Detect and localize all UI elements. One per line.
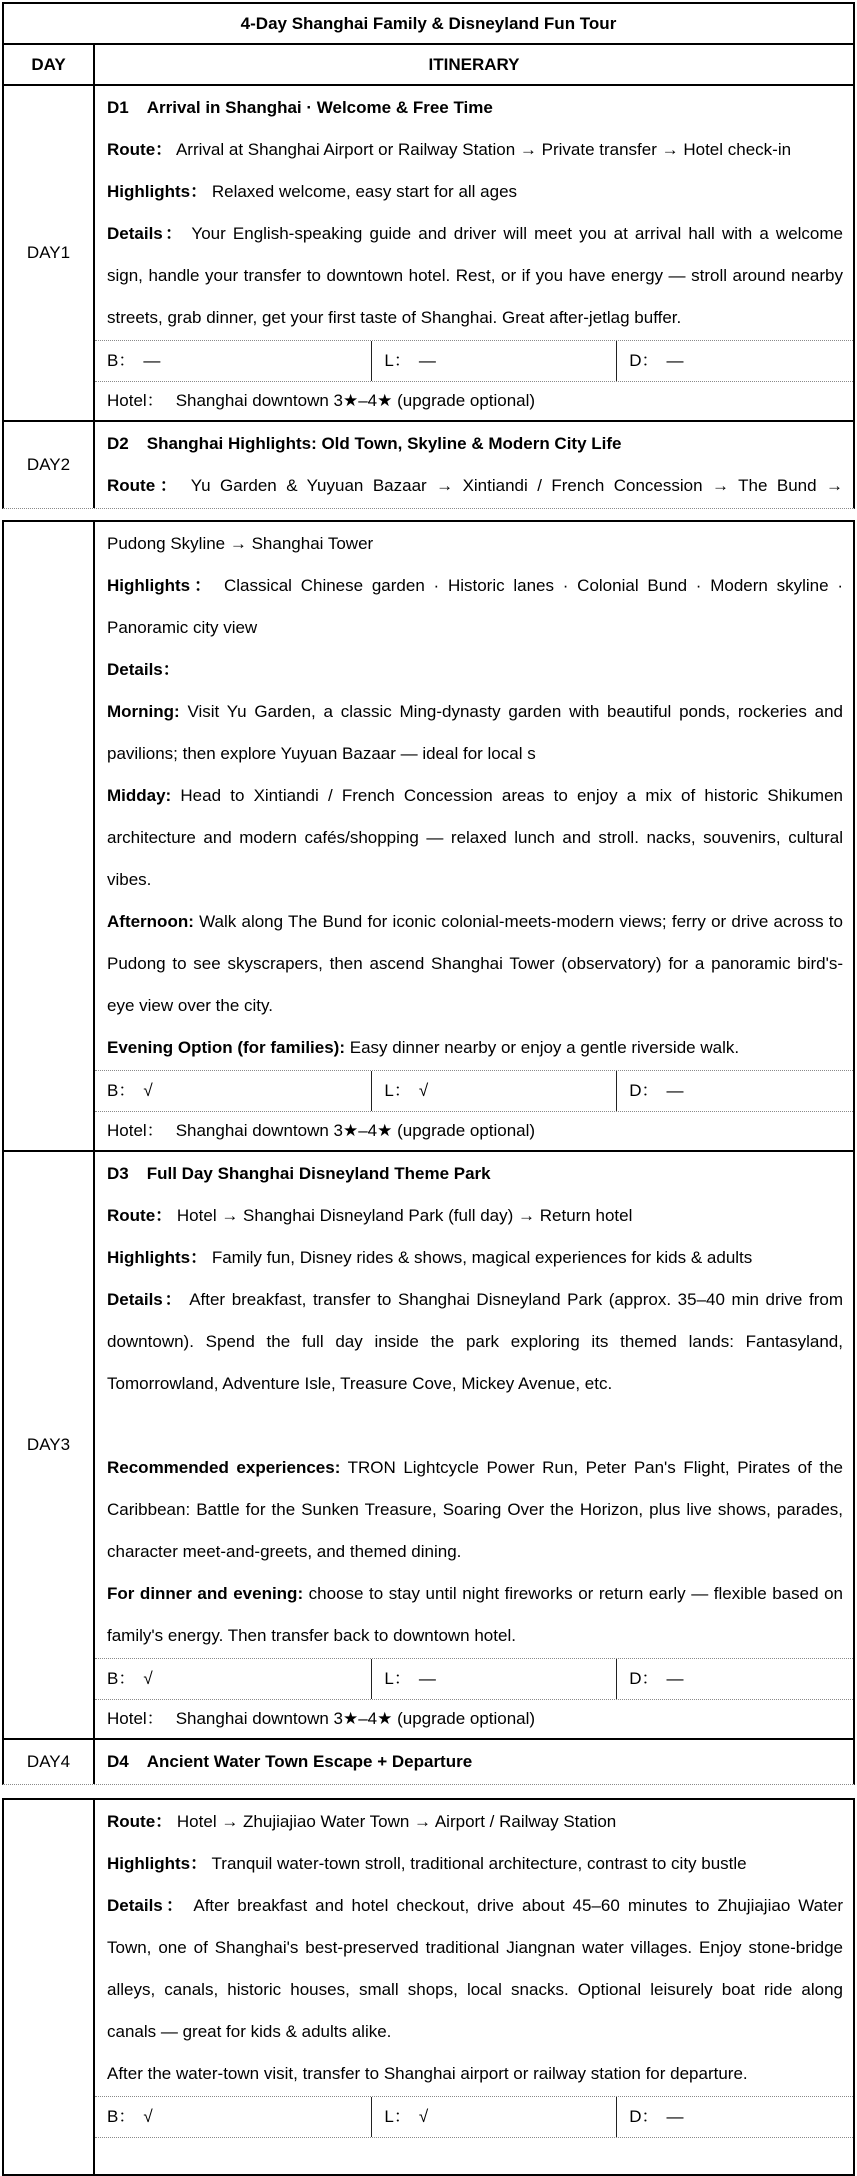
highlights-value: Classical Chinese garden · Historic lanes · Colonial Bund · Modern skyline · Panoramic city view	[107, 576, 843, 637]
dinner-value: —	[666, 1669, 684, 1688]
day4-itinerary-cell-cont	[95, 1800, 853, 2174]
day2-dinner-cell	[617, 1071, 853, 1111]
day3-itinerary-cell	[95, 1152, 853, 1738]
dinner-label: D：	[629, 1081, 659, 1100]
day4-number: D4	[107, 1752, 129, 1771]
day2-itinerary-cell-cont	[95, 522, 853, 1150]
dinner-value: —	[666, 1081, 684, 1100]
breakfast-value: √	[143, 1081, 153, 1100]
route-label: Route：	[107, 476, 182, 495]
breakfast-label: B：	[107, 2107, 136, 2126]
page-break	[0, 509, 857, 520]
details-value: After breakfast, transfer to Shanghai Disneyland Park (approx. 35–40 min drive from downtown). Spend the full day inside the park exploring its themed lands: Fantasyland, Tomorrowland, Adventure Isle, Treasure Cove, Mickey Avenue, etc.	[107, 1290, 843, 1393]
day2-label: DAY2	[4, 422, 95, 508]
details-label: Details：	[107, 1290, 184, 1309]
day1-dinner-cell	[617, 341, 853, 381]
route-value: Arrival at Shanghai Airport or Railway Station → Private transfer → Hotel check-in	[175, 140, 792, 159]
day3-details	[107, 1279, 843, 1405]
hotel-value: Shanghai downtown 3★–4★ (upgrade optional)	[175, 391, 536, 410]
day1-title	[107, 87, 843, 129]
day4-meals-row	[95, 2096, 853, 2138]
hotel-label: Hotel：	[107, 391, 164, 410]
lunch-value: —	[418, 351, 436, 370]
afternoon-label: Afternoon:	[107, 912, 194, 931]
day1-meals-row	[95, 340, 853, 382]
lunch-label: L：	[384, 2107, 411, 2126]
day3-row	[4, 1150, 853, 1738]
morning-value: Visit Yu Garden, a classic Ming-dynasty garden with beautiful ponds, rockeries and pavilions; then explore Yuyuan Bazaar — ideal for local s	[107, 702, 843, 763]
table-page-2	[2, 520, 855, 1785]
day1-details	[107, 213, 843, 339]
hotel-label: Hotel：	[107, 1121, 164, 1140]
lunch-value: √	[418, 2107, 429, 2126]
day3-title-text: Full Day Shanghai Disneyland Theme Park	[146, 1164, 491, 1183]
day4-highlights	[107, 1843, 843, 1885]
day4-title	[107, 1741, 843, 1783]
header-itinerary-cell: ITINERARY	[428, 54, 520, 74]
midday-label: Midday:	[107, 786, 172, 805]
breakfast-value: √	[143, 2107, 153, 2126]
lunch-label: L：	[384, 351, 411, 370]
route-value: Hotel → Zhujiajiao Water Town → Airport / Railway Station	[176, 1812, 617, 1831]
morning-label: Morning:	[107, 702, 180, 721]
day3-breakfast-cell	[95, 1659, 372, 1699]
evening-option-value: Easy dinner nearby or enjoy a gentle riverside walk.	[349, 1038, 740, 1057]
day2-row-part2	[4, 522, 853, 1150]
details-label: Details：	[107, 660, 180, 679]
day2-row-part1	[4, 420, 853, 508]
day4-itinerary-cell	[95, 1740, 853, 1784]
details-value: Your English-speaking guide and driver will meet you at arrival hall with a welcome sign, handle your transfer to downtown hotel. Rest, or if you have energy — stroll around nearby streets, grab dinner, get your first taste of Shanghai. Great after-jetlag buffer.	[107, 224, 844, 327]
dinner-value: —	[666, 2107, 684, 2126]
highlights-label: Highlights：	[107, 182, 208, 201]
dinner-label: D：	[629, 1669, 659, 1688]
day4-breakfast-cell	[95, 2097, 372, 2137]
dinner-evening-label: For dinner and evening:	[107, 1584, 304, 1603]
lunch-value: —	[418, 1669, 436, 1688]
dinner-label: D：	[629, 351, 659, 370]
table-header-row	[4, 45, 853, 86]
details-label: Details：	[107, 1896, 187, 1915]
day1-hotel-row	[95, 382, 853, 420]
day2-text-part2	[95, 522, 853, 1070]
day1-title-text: Arrival in Shanghai · Welcome & Free Time	[146, 98, 493, 117]
route-value-cont: Pudong Skyline → Shanghai Tower	[107, 534, 374, 553]
day3-number: D3	[107, 1164, 129, 1183]
day2-details-heading	[107, 649, 843, 691]
day3-text	[95, 1152, 853, 1658]
lunch-label: L：	[384, 1081, 411, 1100]
table-page-3	[2, 1798, 855, 2176]
breakfast-label: B：	[107, 1081, 136, 1100]
day2-label-empty	[4, 522, 95, 1150]
day1-text	[95, 86, 853, 340]
day1-highlights	[107, 171, 843, 213]
day3-label: DAY3	[4, 1152, 95, 1738]
day2-title-text: Shanghai Highlights: Old Town, Skyline & Modern City Life	[146, 434, 622, 453]
day4-details	[107, 1885, 843, 2053]
highlights-label: Highlights：	[107, 1248, 208, 1267]
hotel-label: Hotel：	[107, 1709, 164, 1728]
day3-lunch-cell	[372, 1659, 617, 1699]
breakfast-label: B：	[107, 351, 136, 370]
details-label: Details：	[107, 224, 185, 243]
day4-title-text: Ancient Water Town Escape + Departure	[146, 1752, 473, 1771]
page-title: 4-Day Shanghai Family & Disneyland Fun Tour	[4, 4, 853, 45]
day2-route-cont	[107, 523, 843, 565]
day1-number: D1	[107, 98, 129, 117]
day2-afternoon	[107, 901, 843, 1027]
highlights-label: Highlights：	[107, 576, 216, 595]
dinner-label: D：	[629, 2107, 659, 2126]
breakfast-value: —	[143, 351, 161, 370]
day3-meals-row	[95, 1658, 853, 1700]
lunch-label: L：	[384, 1669, 411, 1688]
route-label: Route：	[107, 1812, 173, 1831]
details-value: After breakfast and hotel checkout, drive about 45–60 minutes to Zhujiajiao Water Town, one of Shanghai's best-preserved traditional Jiangnan water villages. Enjoy stone-bridge alleys, canals, historic houses, small shops, local snacks. Optional leisurely boat ride along canals — great for kids & adults alike.	[107, 1896, 843, 2041]
day2-midday	[107, 775, 843, 901]
route-label: Route：	[107, 1206, 173, 1225]
highlights-label: Highlights：	[107, 1854, 208, 1873]
day2-itinerary-cell	[95, 422, 853, 508]
day2-evening	[107, 1027, 843, 1069]
day1-breakfast-cell	[95, 341, 372, 381]
table-page-1	[2, 2, 855, 509]
day3-title	[107, 1153, 843, 1195]
dinner-value: —	[666, 351, 684, 370]
day1-route	[107, 129, 843, 171]
highlights-value: Relaxed welcome, easy start for all ages	[211, 182, 518, 201]
day3-dinner-evening	[107, 1573, 843, 1657]
afternoon-value: Walk along The Bund for iconic colonial-meets-modern views; ferry or drive across to Pudong to see skyscrapers, then ascend Shanghai Tower (observatory) for a panoramic bird's-eye view over the city.	[107, 912, 843, 1015]
dinner-evening-value: choose to stay until night fireworks or return early — flexible based on family's energy. Then transfer back to downtown hotel.	[107, 1584, 844, 1645]
day1-itinerary-cell	[95, 86, 853, 420]
day2-route	[107, 465, 843, 507]
hotel-value: Shanghai downtown 3★–4★ (upgrade optional)	[175, 1121, 536, 1140]
day2-hotel-row	[95, 1112, 853, 1150]
midday-value: Head to Xintiandi / French Concession areas to enjoy a mix of historic Shikumen architecture and modern cafés/shopping — relaxed lunch and stroll. nacks, souvenirs, cultural vibes.	[107, 786, 843, 889]
day2-highlights	[107, 565, 843, 649]
route-value: Yu Garden & Yuyuan Bazaar → Xintiandi / French Concession → The Bund →	[190, 476, 844, 495]
day2-title	[107, 423, 843, 465]
day4-text-part1	[95, 1740, 853, 1784]
day4-label-empty	[4, 1800, 95, 2174]
breakfast-label: B：	[107, 1669, 136, 1688]
day3-dinner-cell	[617, 1659, 853, 1699]
after-note-value: After the water-town visit, transfer to Shanghai airport or railway station for departure.	[107, 2064, 748, 2083]
day2-text-part1	[95, 422, 853, 508]
day3-route	[107, 1195, 843, 1237]
day2-breakfast-cell	[95, 1071, 372, 1111]
day1-row	[4, 86, 853, 420]
evening-option-label: Evening Option (for families):	[107, 1038, 346, 1057]
day4-row-part1	[4, 1738, 853, 1784]
breakfast-value: √	[143, 1669, 153, 1688]
day3-hotel-row	[95, 1700, 853, 1738]
day4-row-part2	[4, 1800, 853, 2174]
day1-lunch-cell	[372, 341, 617, 381]
lunch-value: √	[418, 1081, 429, 1100]
day4-hotel-row-empty	[95, 2138, 853, 2174]
header-day-cell: DAY	[4, 45, 95, 84]
day3-recommended	[107, 1447, 843, 1573]
day4-lunch-cell	[372, 2097, 617, 2137]
day3-highlights	[107, 1237, 843, 1279]
hotel-value: Shanghai downtown 3★–4★ (upgrade optional)	[175, 1709, 536, 1728]
route-value: Hotel → Shanghai Disneyland Park (full day) → Return hotel	[176, 1206, 633, 1225]
day4-after-note	[107, 2053, 843, 2095]
route-label: Route：	[107, 140, 173, 159]
day2-number: D2	[107, 434, 129, 453]
day1-label: DAY1	[4, 86, 95, 420]
day4-route	[107, 1801, 843, 1843]
highlights-value: Family fun, Disney rides & shows, magical experiences for kids & adults	[211, 1248, 753, 1267]
day2-lunch-cell	[372, 1071, 617, 1111]
recommended-value: TRON Lightcycle Power Run, Peter Pan's Flight, Pirates of the Caribbean: Battle for the Sunken Treasure, Soaring Over the Horizon, plus live shows, parades, character meet-and-greets, and themed dining.	[107, 1458, 843, 1561]
day4-text-part2	[95, 1800, 853, 2096]
day2-meals-row	[95, 1070, 853, 1112]
day2-morning	[107, 691, 843, 775]
day4-label: DAY4	[4, 1740, 95, 1784]
day4-dinner-cell	[617, 2097, 853, 2137]
highlights-value: Tranquil water-town stroll, traditional architecture, contrast to city bustle	[211, 1854, 747, 1873]
page-break	[0, 1785, 857, 1798]
recommended-label: Recommended experiences:	[107, 1458, 341, 1477]
